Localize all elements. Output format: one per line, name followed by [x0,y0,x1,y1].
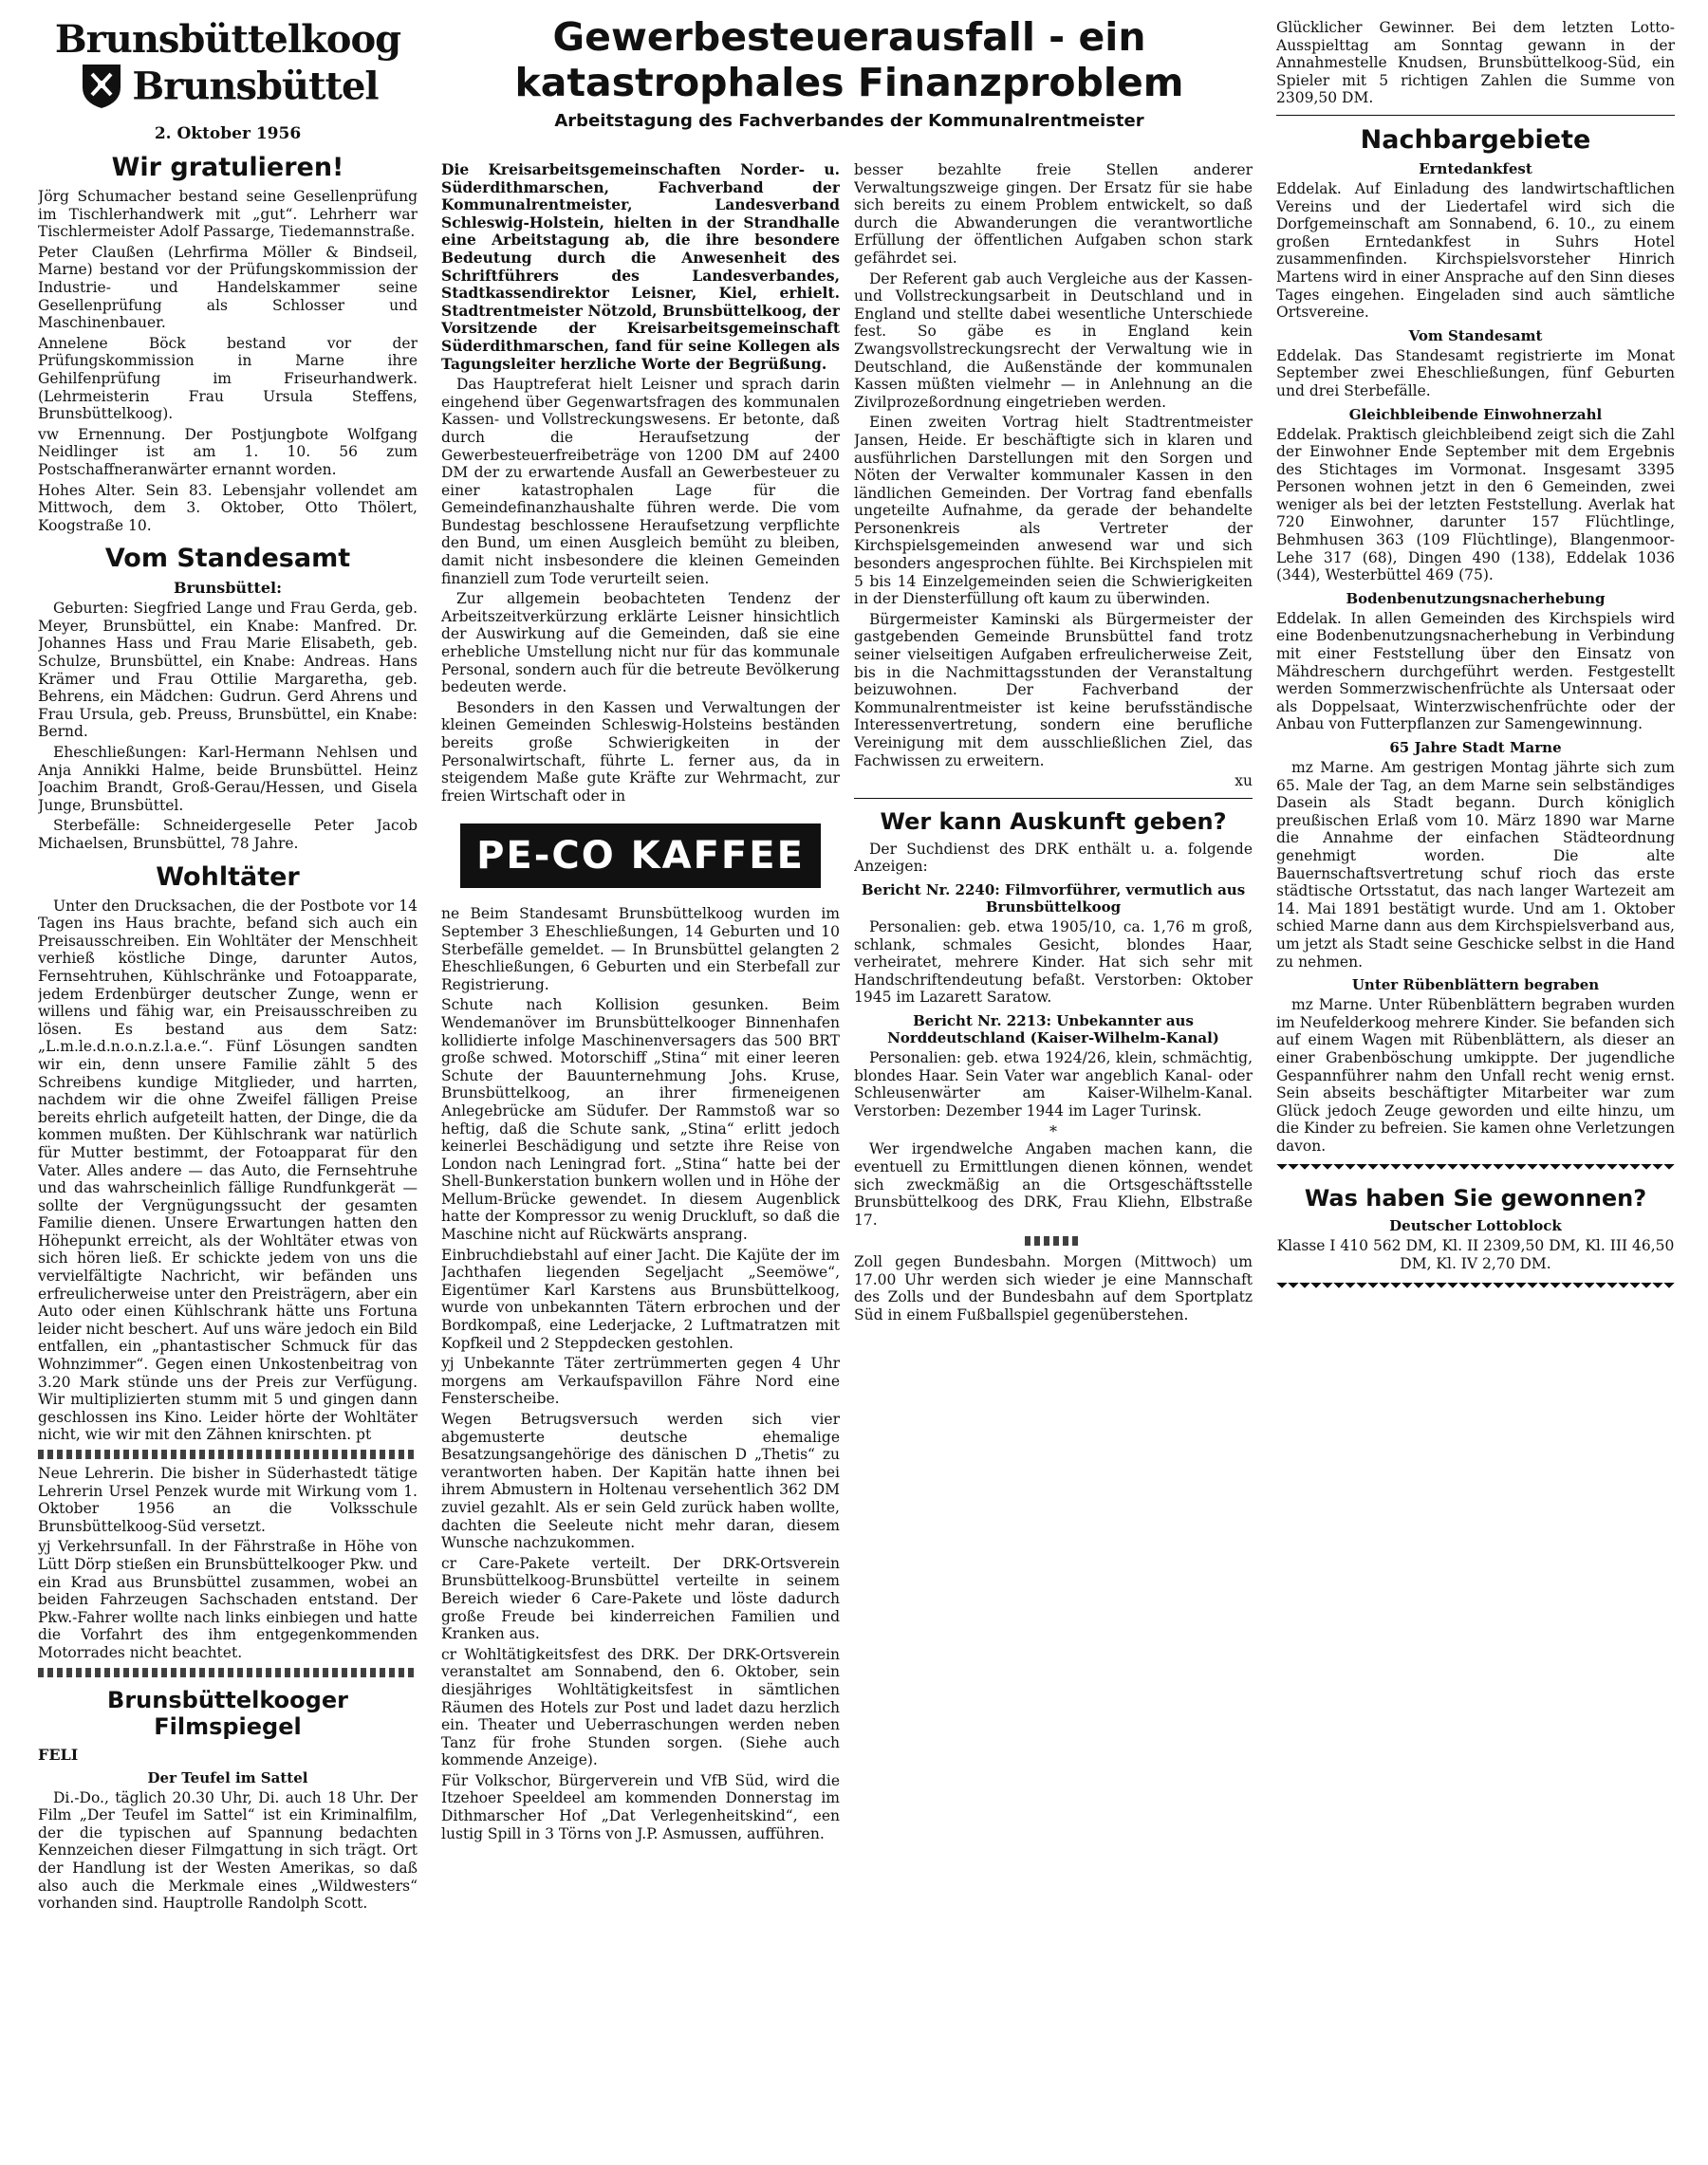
inquiry-heading: Wer kann Auskunft geben? [880,807,1227,835]
news-item: yj Unbekannte Täter zertrümmerten gegen 4 Uhr morgens am Verkaufspavillon Fähre Nord eine Fensterscheibe. [441,1355,840,1408]
lotto-winner-item: Glücklicher Gewinner. Bei dem letzten Lotto-Ausspielttag am Sonntag gewann in der Annahmestelle Knudsen, Brunsbüttelkoog-Süd, ein Spieler mit 5 richtigen Zahlen die Summe von 2309,50 DM. [1276,19,1675,107]
main-paragraph: Das Hauptreferat hielt Leisner und sprach darin eingehend über Gegenwartsfragen des kommunalen Kassen- und Vollstreckungswesens. Er betonte, daß durch die Heraufsetzung der Gewerbesteuerfreibeträge von 1200 DM auf 2400 DM der zu erwartende Ausfall an Gewerbesteuer zu einer katastrophalen Lage für die Gemeindefinanzhaushalte führen werde. Die vom Bundestag beschlossene Heraufsetzung verpflichte den Bund, um einen Ausgleich bemüht zu bleiben, damit nicht insbesondere die kleinen Gemeinden finanziell zum Tode verurteilt seien. [441,376,840,587]
beet-leaves-subheading: Unter Rübenblättern begraben [1351,976,1600,994]
main-paragraph: besser bezahlte freie Stellen anderer Verwaltungszweige gingen. Der Ersatz für sie habe sich bereits zu einem Problem entwickelt, so daß durch die Abwanderungen die verantwortliche Erfüllung der öffentlichen Aufgaben schon stark gefährdet sei. [854,161,1253,267]
film-cinema: FELI [38,1745,79,1764]
main-signature: xu [1235,772,1253,790]
news-item: Für Volkschor, Bürgerverein und VfB Süd, wird die Itzehoer Speeldeel am kommenden Donnerstag im Dithmarscher Hof „Dat Verlegenheitskind“, een lustig Spill in 3 Törns von J.P. Asmussen, aufführen. [441,1771,840,1842]
film-text: Di.-Do., täglich 20.30 Uhr, Di. auch 18 Uhr. Der Film „Der Teufel im Sattel“ ist ein Kriminalfilm, der die typischen auf Spannung bedachten Kennzeichen dieser Filmgattung in sich trägt. Ort der Handlung ist der Westen Amerikas, so daß also auch die Merkmale eines „Wildwesters“ vorhanden sind. Hauptrolle Randolph Scott. [38,1788,418,1913]
main-paragraph: Besonders in den Kassen und Verwaltungen der kleinen Gemeinden Schleswig-Holsteins beständen bereits große Schwierigkeiten in der Personalwirtschaft, führte L. ferner aus, da in steigendem Maße gute Kräfte zur Wehrmacht, zur freien Wirtschaft oder in [441,698,840,805]
inquiry-report-text: Personalien: geb. etwa 1924/26, klein, schmächtig, blondes Haar. Sein Vater war angeblich Kanal- oder Schleusenwärter am Kaiser-Wilhelm-Kanal. Verstorben: Dezember 1944 im Lager Turinsk. [854,1048,1253,1120]
inquiry-divider: * [1049,1122,1057,1141]
main-paragraph: Einen zweiten Vortrag hielt Stadtrentmeister Jansen, Heide. Er beschäftigte sich in klaren und ausführlichen Darstellungen mit den Sorgen und Nöten der Verwalter kommunaler Kassen in den ländlichen Gemeinden. Der Vortrag fand ebenfalls ungeteilte Aufnahme, da gerade der behandelte Personenkreis als Vertreter der Kirchspielsgemeinden anwesend war und sich besonders angesprochen fühlte. Bei Kirchspielen mit 5 bis 14 Einzelgemeinden seien die Schwierigkeiten in der Diensterfüllung oft kaum zu überwinden. [854,414,1253,608]
divider [1276,1283,1675,1294]
column-4 [1276,19,1675,2149]
main-headline: Gewerbesteuerausfall - ein katastrophales Finanzproblem [514,14,1184,105]
registry-deaths: Sterbefälle: Schneidergeselle Peter Jacob Michaelsen, Brunsbüttel, 78 Jahre. [38,817,418,852]
issue-date: 2. Oktober 1956 [154,124,302,143]
beet-leaves-item: mz Marne. Unter Rübenblättern begraben wurden im Neufelderkoog mehrere Kinder. Sie befanden sich auf einem Wagen mit Rübenblättern, als dieser an einer Grabenböschung umkippte. Der jugendliche Gespannführer nahm den Unfall recht wenig ernst. Sein abseits beschäftigter Mitarbeiter war zum Glück jedoch Zeuge geworden und eilte hinzu, um die Kinder zu befreien. Sie kamen ohne Verletzungen davon. [1276,996,1675,1155]
column-1 [38,19,418,2149]
benefactor-article: Unter den Drucksachen, die der Postbote vor 14 Tagen ins Haus brachte, befand sich auch ein Preisausschreiben. Ein Wohltäter der Menschheit verhieß köstliche Dinge, darunter Autos, Fernsehtruhen, Kühlschränke und Fotoapparate, jedem Erdenbürger deutscher Zunge, wenn er willens und fähig war, ein Preisausschreiben zu lösen. Es bestand aus dem Satz: „L.m.le.d.n.o.n.z.l.a.e.“. Fünf Lösungen sandten wir ein, denn unsere Familie zählt 5 des Schreibens kundige Mitglieder, und harrten, nachdem wir die ohne Zweifel fälligen Preise bereits ehrlich aufgeteilt hatten, der Dinge, die da kommen mußten. Der Kühlschrank war natürlich für Mutter bestimmt, der Fotoapparat für den Vater. Alles andere — das Auto, die Fernsehtruhe und das wahrscheinlich fällige Rundfunkgerät — sollte der Vergnügungssucht der gesamten Familie dienen. Unsere Erwartungen hatten den Höhepunkt erreicht, als der Wohltäter etwas von sich hören ließ. Er schickte jedem von uns die vervielfältigte Nachricht, wir befänden uns erfreulicherweise unter den Preisträgern, aber ein Auto oder einen Kühlschrank hätte uns Fortuna leider nicht beschert. Auf uns wäre jedoch ein Bild entfallen, ein „phantastischer Schmuck für das Wohnzimmer“. Gegen einen Unkostenbeitrag von 3.20 Mark stünde uns der Preis zur Verfügung. Wir multiplizierten stumm mit 5 und gingen dann geschlossen ins Kino. Leider hörte der Wohltäter nicht, wie wir mit den Zähnen knirschten. pt [38,897,418,1444]
congrats-item: Hohes Alter. Sein 83. Lebensjahr vollendet am Mittwoch, dem 3. Oktober, Otto Thölert, Koogstraße 10. [38,481,418,534]
news-item: Wegen Betrugsversuch werden sich vier abgemusterte deutsche ehemalige Besatzungsangehörige des dänischen D „Thetis“ zu verantworten haben. Der Kapitän hatte ihnen bei ihrem Abmustern in Holtenau versehentlich 362 DM zuviel gezahlt. Als er sein Geld zurück haben wollte, dachten die Seeleute nicht mehr daran, diesem Wunsche nachzukommen. [441,1411,840,1552]
harvest-subheading: Erntedankfest [1419,159,1532,177]
neighbors-heading: Nachbargebiete [1360,124,1591,155]
registry-heading: Vom Standesamt [104,544,351,574]
lotto-results: Klasse I 410 562 DM, Kl. II 2309,50 DM, Kl. III 46,50 DM, Kl. IV 2,70 DM. [1276,1237,1675,1273]
registry-births: Geburten: Siegfried Lange und Frau Gerda, geb. Meyer, Brunsbüttel, ein Knabe: Manfred. Dr. Johannes Hass und Frau Marie Elisabeth, geb. Schulze, Brunsbüttel, ein Knabe: Andreas. Hans Krämer und Frau Ottilie Margaretha, geb. Behrens, ein Mädchen: Gudrun. Gerd Ahrens und Frau Ursula, geb. Preuss, Brunsbüttel, ein Knabe: Bernd. [38,600,418,741]
main-paragraph: Der Referent gab auch Vergleiche aus der Kassen- und Vollstreckungsarbeit in Deutschland und in England und stellte dabei wesentliche Unterschiede fest. So gäbe es in England kein Zwangsvollstreckungsrecht der Verwaltung wie in Deutschland, die Außenstände der kommunalen Kassen müßten vielmehr — in Anlehnung an die Zivilprozeßordnung eingetrieben werden. [854,269,1253,411]
main-headline-block [441,14,1257,131]
news-item: Schute nach Kollision gesunken. Beim Wendemanöver im Brunsbüttelkooger Binnenhafen kollidierte infolge Maschinenversagers das 500 BRT große schwed. Motorschiff „Stina“ mit einer leeren Schute der Bauunternehmung Johs. Kruse, Brunsbüttelkoog, an ihrer firmeneigenen Anlegebrücke am Südufer. Der Rammstoß war so heftig, daß die Schute sank, „Stina“ erlitt jedoch keinerlei Beschädigung und setzte ihre Reise von London nach Leningrad fort. „Stina“ hatte bei der Shell-Bunkerstation bunkern wollen und in Höhe der Mellum-Brücke gewendet. In diesem Augenblick hatte der Kompressor zu wenig Druckluft, so daß die Maschine nicht auf Rückwärts ansprang. [441,996,840,1244]
inquiry-intro: Der Suchdienst des DRK enthält u. a. folgende Anzeigen: [854,840,1253,876]
lotto-subheading: Deutscher Lottoblock [1389,1217,1562,1235]
traffic-accident-item: yj Verkehrsunfall. In der Fährstraße in Höhe von Lütt Dörp stießen ein Brunsbüttelkooger Pkw. und ein Krad aus Brunsbüttel zusammen, wobei an beiden Fahrzeugen Sachschaden entstand. Der Pkw.-Fahrer wollte nach links einbiegen und hatte die Vorfahrt des ihm entgegenkommenden Motorrades nicht beachtet. [38,1538,418,1661]
harvest-item: Eddelak. Auf Einladung des landwirtschaftlichen Vereins und der Liedertafel wird sich die Dorfgemeinschaft am Sonnabend, 6. 10., zu einem großen Erntedankfest in Suhrs Hotel zusammenfinden. Kirchspielsvorsteher Hinrich Martens wird in einer Ansprache auf den Sinn dieses Tages eingehen. Eingeladen sind auch sämtliche Ortsvereine. [1276,179,1675,322]
pe-co-kaffee-ad: PE-CO KAFFEE [460,823,821,888]
congrats-heading: Wir gratulieren! [111,153,344,182]
news-item: cr Wohltätigkeitsfest des DRK. Der DRK-Ortsverein veranstaltet am Sonnabend, den 6. Oktober, sein diesjähriges Wohltätigkeitsfest in sämtlichen Räumen des Hotels zur Post und ladet dazu herzlich ein. Theater und Ueberraschungen werden neben Tanz für frohe Stunden sorgen. (Siehe auch kommende Anzeige). [441,1645,840,1769]
column-2 [441,161,840,2149]
inquiry-report-text: Personalien: geb. etwa 1905/10, ca. 1,76 m groß, schlank, schmales Gesicht, blondes Haar, verheiratet, mehrere Kinder. Hat sich sehr mit Handschriftendeutung befaßt. Verstorben: Oktober 1945 im Lazarett Saratow. [854,917,1253,1007]
inquiry-report-title: Bericht Nr. 2240: Filmvorführer, vermutlich aus Brunsbüttelkoog [861,880,1246,916]
lotto-heading: Was haben Sie gewonnen? [1304,1185,1647,1212]
marne-anniversary-item: mz Marne. Am gestrigen Montag jährte sich zum 65. Male der Tag, an dem Marne sein selbständiges Dasein als Stadt begann. Durch königlich preußischen Erlaß vom 10. März 1890 war Marne die Annahme der einfachen Städteordnung genehmigt worden. Die alte Bauernschaftsvertretung schuf rioch das erste städtische Ortsstatut, das nach langer Wartezeit am 14. Mai 1891 bestätigt wurde. Und am 1. Oktober schied Marne dann aus dem Kirchspielsverband aus, um jetzt als Stadt seine Geschicke selbst in die Hand zu nehmen. [1276,759,1675,971]
masthead [38,19,418,143]
land-survey-item: Eddelak. In allen Gemeinden des Kirchspiels wird eine Bodenbenutzungsnacherhebung in Verbindung mit einer Feststellung über den Einsatz von Mähdreschern durchgeführt werden. Festgestellt werden Sommerzwischenfrüchte als Untersaat oder als Doppelsaat, Winterzwischenfrüchte oder der Anbau von Futterpflanzen zur Samengewinnung. [1276,609,1675,733]
main-lead: Die Kreisarbeitsgemeinschaften Norder- u. Süderdithmarschen, Fachverband der Kommunalrentmeister, Landesverband Schleswig-Holstein, hielten in der Strandhalle eine Arbeitstagung ab, die ihre besondere Bedeutung durch die Anwesenheit des Schriftführers des Landesverbandes, Stadtkassendirektor Leisner, Kiel, erhielt. Stadtrentmeister Nötzold, Brunsbüttelkoog, der Vorsitzende der Kreisarbeitsgemeinschaft Süderdithmarschen, fand für seine Kollegen als Tagungsleiter herzliche Worte der Begrüßung. [441,161,840,373]
film-heading: Brunsbüttelkooger Filmspiegel [107,1686,348,1740]
congrats-item: Annelene Böck bestand vor der Prüfungskommission in Marne ihre Gehilfenprüfung im Friseurhandwerk. (Lehrmeisterin Frau Ursula Steffens, Brunsbüttelkoog). [38,334,418,423]
population-subheading: Gleichbleibende Einwohnerzahl [1348,405,1603,423]
benefactor-heading: Wohltäter [156,861,300,892]
population-item: Eddelak. Praktisch gleichbleibend zeigt sich die Zahl der Einwohner Ende September mit dem Ergebnis des Stichtages im Vormonat. Insgesamt 3395 Personen wohnen jetzt in den 6 Gemeinden, zwei weniger als bei der letzten Feststellung. Averlak hat 720 Einwohner, darunter 157 Flüchtlinge, Behmhusen 363 (109 Flüchtlinge), Blangenmoor-Lehe 317 (68), Dingen 490 (138), Eddelak 1036 (344), Westerbüttel 469 (75). [1276,425,1675,584]
new-teacher-item: Neue Lehrerin. Die bisher in Süderhastedt tätige Lehrerin Ursel Penzek wurde mit Wirkung vom 1. Oktober 1956 an die Volksschule Brunsbüttelkoog-Süd versetzt. [38,1465,418,1535]
divider [1276,1164,1675,1175]
news-item: cr Care-Pakete verteilt. Der DRK-Ortsverein Brunsbüttelkoog-Brunsbüttel verteilte in seinem Bereich wieder 6 Care-Pakete und löste dadurch große Freude bei kinderreichen Familien und Kranken aus. [441,1554,840,1643]
divider [1276,115,1675,116]
column-3 [854,161,1253,2149]
main-paragraph: Zur allgemein beobachteten Tendenz der Arbeitszeitverkürzung erklärte Leisner hinsichtlich der Auswirkung auf die Gemeinden, daß sie eine erhebliche Umstellung nicht nur für das kommunale Personal, sondern auch für die betreute Bevölkerung bedeuten werde. [441,590,840,696]
divider [854,798,1253,799]
divider [38,1450,418,1459]
registry-subheading: Brunsbüttel: [174,579,282,598]
inquiry-outro: Wer irgendwelche Angaben machen kann, die eventuell zu Ermittlungen dienen können, wendet sich zweckmäßig an die Ortsgeschäftsstelle Brunsbüttelkoog des DRK, Frau Kliehn, Elbstraße 17. [854,1140,1253,1229]
inquiry-report-title: Bericht Nr. 2213: Unbekannter aus Norddeutschland (Kaiser-Wilhelm-Kanal) [887,1011,1219,1046]
divider [38,1668,418,1677]
congrats-item: Peter Claußen (Lehrfirma Möller & Bindseil, Marne) bestand vor der Prüfungskommission der Industrie- und Handelskammer seine Gesellenprüfung als Schlosser und Maschinenbauer. [38,243,418,332]
congrats-item: Jörg Schumacher bestand seine Gesellenprüfung im Tischlerhandwerk mit „gut“. Lehrherr war Tischlermeister Adolf Passarge, Tiedemannstraße. [38,188,418,241]
masthead-line-1: Brunsbüttelkoog [54,19,401,62]
congrats-item: vw Ernennung. Der Postjungbote Wolfgang Neidlinger ist am 1. 10. 56 zum Postschaffneranwärter ernannt worden. [38,425,418,478]
marne-anniversary-subheading: 65 Jahre Stadt Marne [1389,739,1562,756]
divider [1025,1236,1082,1246]
news-item: Zoll gegen Bundesbahn. Morgen (Mittwoch) um 17.00 Uhr werden sich wieder je eine Mannschaft des Zolls und der Bundesbahn auf dem Sportplatz Süd in einem Fußballspiel gegenüberstehen. [854,1253,1253,1324]
registry-item: Eddelak. Das Standesamt registrierte im Monat September zwei Eheschließungen, fünf Geburten und drei Sterbefälle. [1276,346,1675,399]
main-subheadline: Arbeitstagung des Fachverbandes der Kommunalrentmeister [554,111,1144,131]
town-crest-icon [77,61,126,119]
registry-marriages: Eheschließungen: Karl-Hermann Nehlsen und Anja Annikki Halme, beide Brunsbüttel. Heinz Joachim Brandt, Groß-Gerau/Hessen, und Gisela Junge, Brunsbüttel. [38,744,418,814]
main-paragraph: Bürgermeister Kaminski als Bürgermeister der gastgebenden Gemeinde Brunsbüttel fand trotz seiner vielseitigen Aufgaben erfreulicherweise Zeit, bis in die Nachmittagsstunden der Veranstaltung beizuwohnen. Der Fachverband der Kommunalrentmeister ist keine berufsständische Interessenvertretung, sondern eine berufliche Vereinigung mit dem ausschließlichen Ziel, das Fachwissen zu erweitern. [854,610,1253,769]
film-title: Der Teufel im Sattel [147,1768,308,1786]
land-survey-subheading: Bodenbenutzungsnacherhebung [1346,589,1606,607]
news-item: ne Beim Standesamt Brunsbüttelkoog wurden im September 3 Eheschließungen, 14 Geburten und 10 Sterbefälle gemeldet. — In Brunsbüttel gelangten 2 Eheschließungen, 6 Geburten und ein Sterbefall zur Registrierung. [441,905,840,993]
masthead-line-2: Brunsbüttel [132,64,379,109]
news-item: Einbruchdiebstahl auf einer Jacht. Die Kajüte der im Jachthafen liegenden Segeljacht „Seemöwe“, Eigentümer Karl Karstens aus Brunsbüttelkoog, wurde von unbekannten Tätern erbrochen und der Bordkompaß, eine Lederjacke, 2 Luftmatratzen mit Kopfkeil und 2 Steppdecken gestohlen. [441,1246,840,1352]
registry-subheading: Vom Standesamt [1408,326,1543,344]
